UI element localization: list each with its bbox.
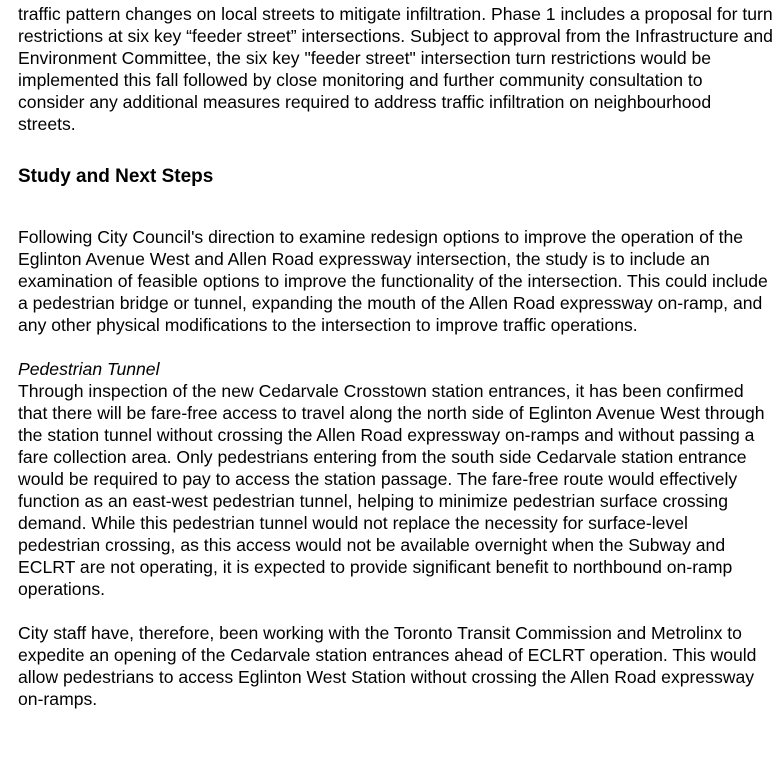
spacer	[18, 600, 773, 622]
spacer	[18, 135, 773, 165]
intro-paragraph: traffic pattern changes on local streets to mitigate infiltration. Phase 1 includes a proposal for turn restrictions at six key “feeder street” intersections. Subject to approval from the Infrastructure and Environment Committee, the six key "feeder street" intersection turn restrictions would be implemented this fall followed by close monitoring and further community consultation to consider any additional measures required to address traffic infiltration on neighbourhood streets.	[18, 4, 773, 134]
pedestrian-tunnel-subheading: Pedestrian Tunnel	[18, 359, 160, 379]
spacer	[18, 336, 773, 358]
study-paragraph: Following City Council's direction to examine redesign options to improve the operation of the Eglinton Avenue West and Allen Road expressway intersection, the study is to include an examination of feasible options to improve the functionality of the intersection. This could include a pedestrian bridge or tunnel, expanding the mouth of the Allen Road expressway on-ramp, and any other physical modifications to the intersection to improve traffic operations.	[18, 227, 768, 335]
spacer	[18, 189, 773, 226]
final-paragraph: City staff have, therefore, been working with the Toronto Transit Commission and Metrolinx to expedite an opening of the Cedarvale station entrances ahead of ECLRT operation. This would allow pedestrians to access Eglinton West Station without crossing the Allen Road expressway on-ramps.	[18, 623, 757, 709]
section-heading: Study and Next Steps	[18, 166, 214, 187]
document-page	[18, 3, 773, 710]
pedestrian-tunnel-paragraph: Through inspection of the new Cedarvale Crosstown station entrances, it has been confirmed that there will be fare-free access to travel along the north side of Eglinton Avenue West through the station tunnel without crossing the Allen Road expressway on-ramps and without passing a fare collection area. Only pedestrians entering from the south side Cedarvale station entrance would be required to pay to access the station passage. The fare-free route would effectively function as an east-west pedestrian tunnel, helping to minimize pedestrian surface crossing demand. While this pedestrian tunnel would not replace the necessity for surface-level pedestrian crossing, as this access would not be available overnight when the Subway and ECLRT are not operating, it is expected to provide significant benefit to northbound on-ramp operations.	[18, 381, 765, 599]
